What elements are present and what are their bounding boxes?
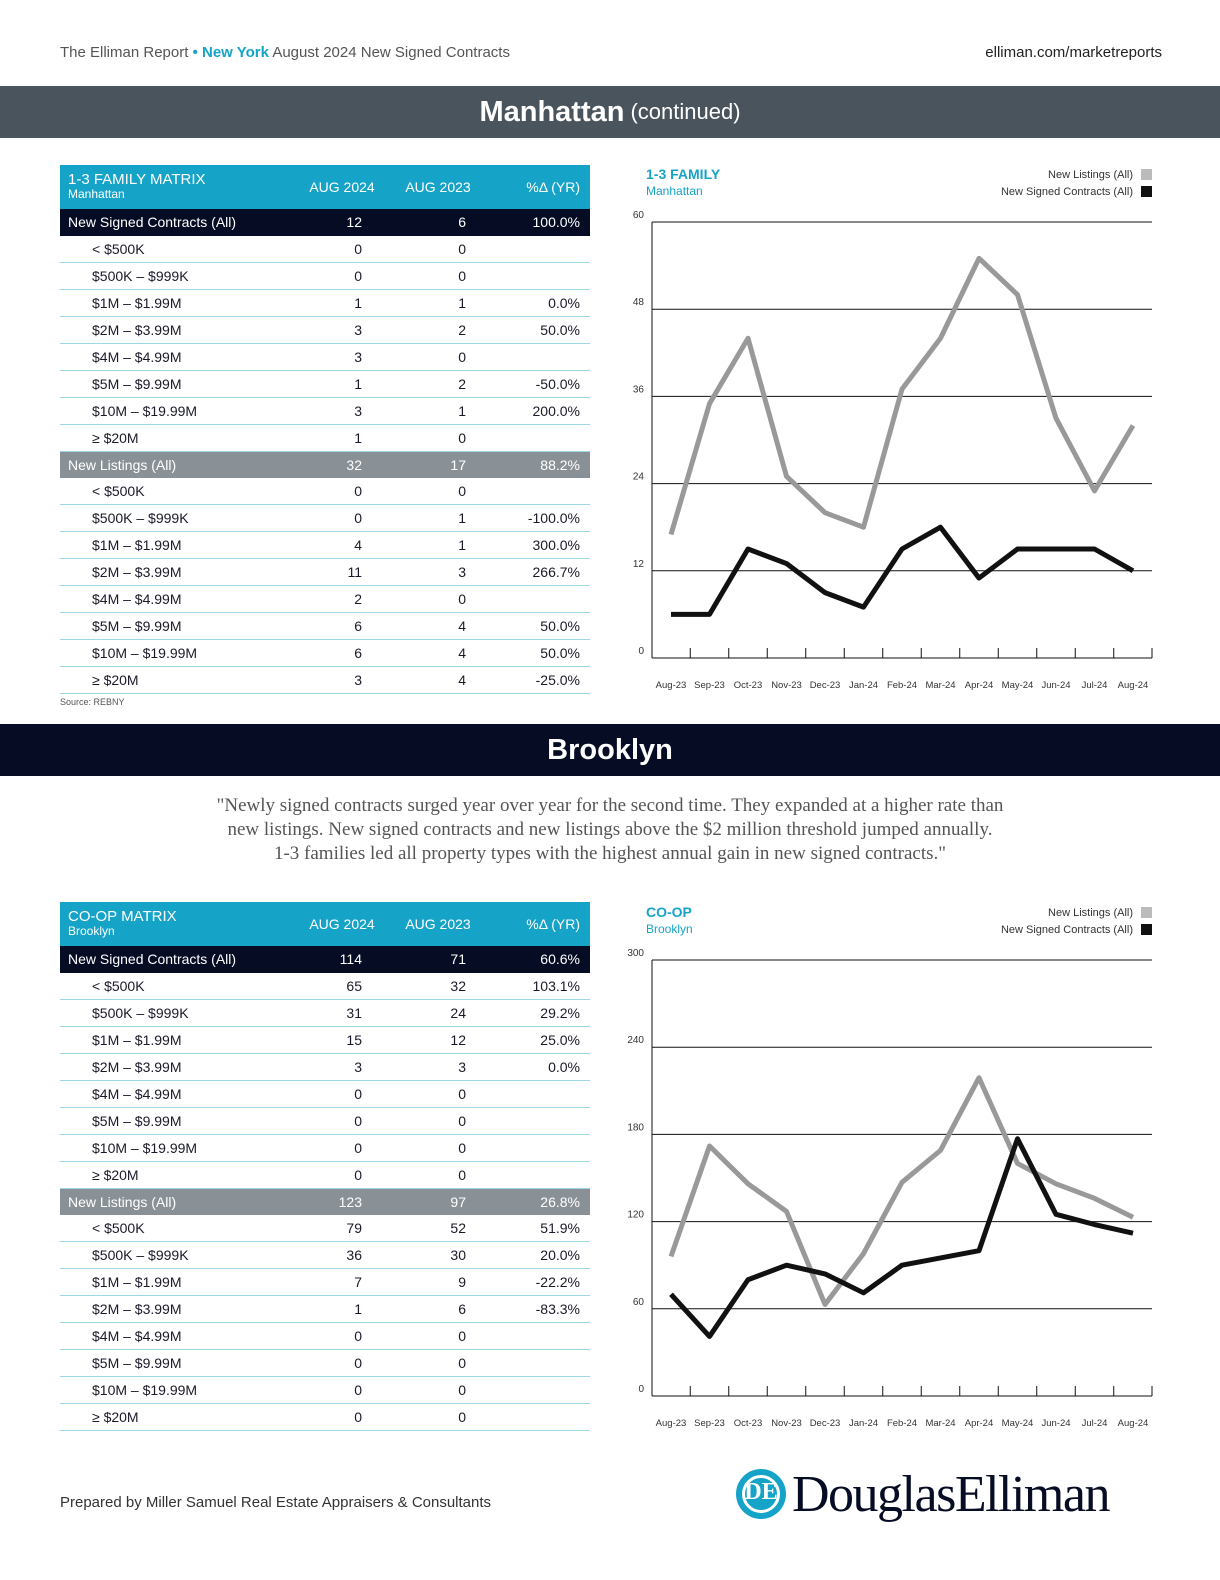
matrix-row: [60, 1376, 590, 1403]
y-tick-label: 12: [632, 558, 644, 570]
matrix-row: [60, 370, 590, 397]
col-aug-2023: AUG 2023: [390, 165, 486, 209]
matrix-row: [60, 263, 590, 290]
x-tick-label: Mar-24: [925, 680, 956, 691]
matrix-row: [60, 1107, 590, 1134]
matrix-row: [60, 478, 590, 505]
logo-mark-text: DE: [744, 1479, 778, 1505]
value-aug-2024: 3: [294, 343, 390, 370]
matrix-title: CO-OP MATRIX: [68, 908, 177, 925]
brooklyn-coop-matrix: [60, 902, 590, 1431]
row-label: $1M – $1.99M: [60, 1269, 294, 1296]
report-subtitle: August 2024 New Signed Contracts: [272, 44, 510, 61]
row-label: $10M – $19.99M: [60, 397, 294, 424]
value-pct-change: -25.0%: [486, 666, 590, 693]
col-pct-change: %Δ (YR): [486, 165, 590, 209]
matrix-row: [60, 973, 590, 1000]
value-aug-2023: 97: [390, 1188, 486, 1215]
x-tick-label: Oct-23: [733, 680, 763, 691]
value-aug-2024: 0: [294, 1376, 390, 1403]
quote-line: "Newly signed contracts surged year over year for the second time. They expanded at a higher rate than: [216, 795, 1004, 816]
x-tick-label: Apr-24: [964, 680, 994, 691]
matrix-row: [60, 1269, 590, 1296]
value-aug-2024: 0: [294, 1107, 390, 1134]
value-aug-2024: 1: [294, 290, 390, 317]
row-label: $1M – $1.99M: [60, 290, 294, 317]
value-aug-2024: 1: [294, 370, 390, 397]
value-aug-2024: 114: [294, 946, 390, 973]
value-aug-2023: 0: [390, 1322, 486, 1349]
value-aug-2023: 71: [390, 946, 486, 973]
col-aug-2023: AUG 2023: [390, 902, 486, 946]
value-aug-2024: 0: [294, 505, 390, 532]
value-aug-2023: 24: [390, 1000, 486, 1027]
value-aug-2023: 0: [390, 263, 486, 290]
matrix-title: 1-3 FAMILY MATRIX: [68, 171, 206, 188]
y-tick-label: 60: [632, 210, 644, 221]
manhattan-family-matrix: [60, 165, 590, 694]
value-aug-2023: 4: [390, 612, 486, 639]
y-tick-label: 24: [632, 471, 644, 483]
value-pct-change: [486, 1161, 590, 1188]
value-pct-change: 50.0%: [486, 639, 590, 666]
value-aug-2024: 31: [294, 1000, 390, 1027]
x-tick-label: Nov-23: [771, 680, 802, 691]
value-aug-2023: 6: [390, 1296, 486, 1323]
legend-label: New Listings (All): [1048, 168, 1133, 181]
x-tick-label: Feb-24: [886, 680, 918, 691]
matrix-header-row: [60, 165, 590, 209]
value-pct-change: 26.8%: [486, 1188, 590, 1215]
value-aug-2023: 0: [390, 585, 486, 612]
matrix-row: [60, 1242, 590, 1269]
quote-line: new listings. New signed contracts and new listings above the $2 million threshold jumped annually.: [227, 819, 993, 840]
value-pct-change: [486, 263, 590, 290]
row-label: $1M – $1.99M: [60, 532, 294, 559]
x-tick-label: Mar-24: [925, 1418, 956, 1429]
value-aug-2024: 0: [294, 1080, 390, 1107]
logo-wordmark: DouglasElliman: [792, 1465, 1109, 1523]
value-pct-change: -50.0%: [486, 370, 590, 397]
value-pct-change: [486, 343, 590, 370]
row-label: $2M – $3.99M: [60, 1296, 294, 1323]
brooklyn-section-band: [0, 724, 1220, 776]
value-aug-2023: 4: [390, 666, 486, 693]
value-aug-2024: 3: [294, 666, 390, 693]
x-tick-label: May-24: [1001, 1418, 1034, 1429]
value-pct-change: 300.0%: [486, 532, 590, 559]
chart-subtitle: Brooklyn: [646, 922, 693, 936]
report-name: The Elliman Report: [60, 44, 189, 61]
value-pct-change: 266.7%: [486, 559, 590, 586]
value-pct-change: [486, 1107, 590, 1134]
value-aug-2024: 0: [294, 1134, 390, 1161]
legend-label: New Listings (All): [1048, 906, 1133, 919]
value-pct-change: 88.2%: [486, 451, 590, 478]
value-aug-2024: 3: [294, 397, 390, 424]
value-pct-change: 20.0%: [486, 1242, 590, 1269]
value-aug-2024: 0: [294, 263, 390, 290]
matrix-row: [60, 639, 590, 666]
value-aug-2024: 7: [294, 1269, 390, 1296]
value-aug-2023: 3: [390, 1054, 486, 1081]
y-tick-label: 0: [638, 1384, 644, 1395]
x-tick-label: Jan-24: [848, 680, 879, 691]
matrix-row: [60, 559, 590, 586]
row-label: < $500K: [60, 478, 294, 505]
value-pct-change: 50.0%: [486, 612, 590, 639]
matrix-total-row: [60, 209, 590, 236]
chart-plot-area: [632, 166, 1152, 696]
value-aug-2024: 15: [294, 1027, 390, 1054]
x-tick-label: Nov-23: [771, 1418, 802, 1429]
y-tick-label: 36: [632, 384, 644, 396]
value-pct-change: 0.0%: [486, 290, 590, 317]
x-tick-label: Jun-24: [1041, 1418, 1071, 1429]
row-label: $4M – $4.99M: [60, 585, 294, 612]
value-aug-2024: 123: [294, 1188, 390, 1215]
value-pct-change: 100.0%: [486, 209, 590, 236]
row-label: $1M – $1.99M: [60, 1027, 294, 1054]
row-label: $10M – $19.99M: [60, 1376, 294, 1403]
x-tick-label: Feb-24: [886, 1418, 918, 1429]
x-tick-label: Apr-24: [964, 1418, 994, 1429]
value-aug-2023: 52: [390, 1215, 486, 1242]
report-location: New York: [202, 44, 269, 61]
x-tick-label: May-24: [1001, 680, 1034, 691]
row-label: ≥ $20M: [60, 1161, 294, 1188]
row-label: ≥ $20M: [60, 1403, 294, 1430]
row-label: $2M – $3.99M: [60, 1054, 294, 1081]
douglas-elliman-logo: [736, 1460, 1109, 1528]
value-aug-2023: 0: [390, 478, 486, 505]
report-title-line: [60, 44, 510, 66]
value-aug-2023: 9: [390, 1269, 486, 1296]
x-tick-label: Jul-24: [1081, 1418, 1108, 1429]
value-aug-2024: 3: [294, 317, 390, 344]
value-aug-2024: 6: [294, 639, 390, 666]
value-aug-2023: 6: [390, 209, 486, 236]
matrix-header-row: [60, 902, 590, 946]
matrix-title-cell: [60, 165, 294, 209]
row-label: $10M – $19.99M: [60, 639, 294, 666]
row-label: New Signed Contracts (All): [60, 946, 294, 973]
y-tick-label: 120: [627, 1209, 644, 1221]
matrix-row: [60, 1054, 590, 1081]
value-aug-2024: 4: [294, 532, 390, 559]
chart-title: CO-OP: [646, 904, 692, 920]
value-aug-2023: 0: [390, 1376, 486, 1403]
row-label: < $500K: [60, 973, 294, 1000]
value-pct-change: 0.0%: [486, 1054, 590, 1081]
value-pct-change: [486, 236, 590, 263]
x-tick-label: Dec-23: [809, 1418, 841, 1429]
matrix-row: [60, 585, 590, 612]
value-pct-change: 29.2%: [486, 1000, 590, 1027]
col-pct-change: %Δ (YR): [486, 902, 590, 946]
col-aug-2024: AUG 2024: [294, 902, 390, 946]
matrix-row: [60, 1349, 590, 1376]
row-label: New Listings (All): [60, 1188, 294, 1215]
value-pct-change: 200.0%: [486, 397, 590, 424]
value-aug-2024: 36: [294, 1242, 390, 1269]
value-aug-2023: 17: [390, 451, 486, 478]
value-aug-2023: 0: [390, 1161, 486, 1188]
y-tick-label: 60: [632, 1296, 644, 1308]
row-label: $5M – $9.99M: [60, 370, 294, 397]
value-aug-2023: 0: [390, 1107, 486, 1134]
row-label: ≥ $20M: [60, 666, 294, 693]
matrix-row: [60, 505, 590, 532]
row-label: $500K – $999K: [60, 1242, 294, 1269]
value-aug-2023: 12: [390, 1027, 486, 1054]
x-tick-label: Jul-24: [1081, 680, 1108, 691]
x-tick-label: Oct-23: [733, 1418, 763, 1429]
value-aug-2024: 6: [294, 612, 390, 639]
row-label: $500K – $999K: [60, 505, 294, 532]
row-label: $10M – $19.99M: [60, 1134, 294, 1161]
x-tick-label: Dec-23: [809, 680, 841, 691]
value-aug-2023: 2: [390, 370, 486, 397]
y-tick-label: 180: [627, 1122, 644, 1134]
row-label: $4M – $4.99M: [60, 1080, 294, 1107]
row-label: < $500K: [60, 236, 294, 263]
row-label: $5M – $9.99M: [60, 1349, 294, 1376]
value-aug-2024: 11: [294, 559, 390, 586]
value-aug-2024: 3: [294, 1054, 390, 1081]
value-aug-2023: 1: [390, 532, 486, 559]
quote-line: 1-3 families led all property types with the highest annual gain in new signed contracts.": [273, 843, 947, 864]
value-pct-change: [486, 1376, 590, 1403]
row-label: New Signed Contracts (All): [60, 209, 294, 236]
report-url-link[interactable]: elliman.com/marketreports: [985, 44, 1162, 61]
manhattan-band-subtitle: (continued): [630, 99, 741, 124]
value-aug-2023: 0: [390, 1134, 486, 1161]
value-aug-2024: 1: [294, 424, 390, 451]
value-aug-2024: 0: [294, 1403, 390, 1430]
value-aug-2024: 0: [294, 478, 390, 505]
value-aug-2023: 0: [390, 424, 486, 451]
matrix-row: [60, 317, 590, 344]
value-aug-2023: 0: [390, 1349, 486, 1376]
manhattan-section-band: [0, 86, 1220, 138]
value-pct-change: [486, 1322, 590, 1349]
matrix-row: [60, 666, 590, 693]
x-tick-label: Jan-24: [848, 1418, 879, 1429]
value-aug-2023: 1: [390, 505, 486, 532]
y-tick-label: 300: [627, 948, 644, 959]
matrix-total-row: [60, 946, 590, 973]
row-label: $2M – $3.99M: [60, 559, 294, 586]
value-aug-2023: 2: [390, 317, 486, 344]
value-pct-change: 50.0%: [486, 317, 590, 344]
value-aug-2024: 1: [294, 1296, 390, 1323]
matrix-row: [60, 1322, 590, 1349]
value-pct-change: 60.6%: [486, 946, 590, 973]
value-pct-change: [486, 478, 590, 505]
y-tick-label: 240: [627, 1035, 644, 1047]
value-aug-2023: 0: [390, 236, 486, 263]
matrix-row: [60, 236, 590, 263]
matrix-subtitle: Manhattan: [68, 187, 125, 201]
matrix-row: [60, 290, 590, 317]
y-tick-label: 0: [638, 646, 644, 657]
matrix-subtitle: Brooklyn: [68, 924, 115, 938]
brooklyn-band-title: Brooklyn: [547, 733, 673, 766]
row-label: $5M – $9.99M: [60, 1107, 294, 1134]
matrix-total-row: [60, 451, 590, 478]
manhattan-family-chart: [632, 166, 1152, 696]
value-pct-change: -83.3%: [486, 1296, 590, 1323]
source-note: Source: REBNY: [60, 697, 125, 707]
value-aug-2024: 0: [294, 1322, 390, 1349]
value-aug-2023: 32: [390, 973, 486, 1000]
value-aug-2023: 0: [390, 343, 486, 370]
matrix-row: [60, 397, 590, 424]
value-pct-change: -22.2%: [486, 1269, 590, 1296]
brooklyn-coop-chart: [627, 904, 1152, 1434]
value-aug-2024: 79: [294, 1215, 390, 1242]
row-label: ≥ $20M: [60, 424, 294, 451]
prepared-by-note: Prepared by Miller Samuel Real Estate Appraisers & Consultants: [60, 1494, 492, 1511]
matrix-row: [60, 424, 590, 451]
row-label: $4M – $4.99M: [60, 343, 294, 370]
value-aug-2024: 0: [294, 1161, 390, 1188]
matrix-row: [60, 532, 590, 559]
x-tick-label: Aug-24: [1117, 1418, 1149, 1429]
manhattan-band-title: Manhattan: [479, 95, 625, 128]
matrix-title-cell: [60, 902, 294, 946]
row-label: $500K – $999K: [60, 1000, 294, 1027]
value-pct-change: [486, 585, 590, 612]
matrix-total-row: [60, 1188, 590, 1215]
matrix-row: [60, 612, 590, 639]
chart-plot-area: [627, 904, 1152, 1434]
value-pct-change: -100.0%: [486, 505, 590, 532]
value-aug-2024: 0: [294, 1349, 390, 1376]
value-pct-change: 25.0%: [486, 1027, 590, 1054]
brooklyn-quote: [120, 794, 1100, 866]
y-tick-label: 48: [632, 297, 644, 309]
value-aug-2024: 32: [294, 451, 390, 478]
value-pct-change: [486, 1080, 590, 1107]
value-pct-change: [486, 1349, 590, 1376]
report-header: [60, 44, 1162, 66]
matrix-row: [60, 1000, 590, 1027]
row-label: $2M – $3.99M: [60, 317, 294, 344]
value-aug-2024: 65: [294, 973, 390, 1000]
matrix-row: [60, 1080, 590, 1107]
x-tick-label: Sep-23: [694, 680, 725, 691]
x-tick-label: Aug-23: [655, 680, 687, 691]
matrix-row: [60, 1403, 590, 1430]
value-aug-2023: 4: [390, 639, 486, 666]
value-aug-2023: 1: [390, 290, 486, 317]
value-aug-2023: 0: [390, 1403, 486, 1430]
matrix-row: [60, 1296, 590, 1323]
value-aug-2023: 1: [390, 397, 486, 424]
matrix-row: [60, 1215, 590, 1242]
row-label: $5M – $9.99M: [60, 612, 294, 639]
logo-mark-icon: [736, 1469, 786, 1519]
matrix-row: [60, 1134, 590, 1161]
value-aug-2023: 0: [390, 1080, 486, 1107]
matrix-row: [60, 1027, 590, 1054]
matrix-row: [60, 1161, 590, 1188]
value-pct-change: [486, 424, 590, 451]
chart-title: 1-3 FAMILY: [646, 166, 721, 182]
value-aug-2023: 3: [390, 559, 486, 586]
x-tick-label: Sep-23: [694, 1418, 725, 1429]
row-label: $4M – $4.99M: [60, 1322, 294, 1349]
bullet: •: [192, 44, 198, 61]
value-aug-2024: 0: [294, 236, 390, 263]
col-aug-2024: AUG 2024: [294, 165, 390, 209]
series-line-new-signed-contracts: [671, 1139, 1133, 1337]
value-pct-change: [486, 1403, 590, 1430]
series-line-new-listings: [671, 1078, 1133, 1305]
chart-subtitle: Manhattan: [646, 184, 703, 198]
value-pct-change: 103.1%: [486, 973, 590, 1000]
legend-label: New Signed Contracts (All): [1000, 185, 1133, 198]
x-tick-label: Aug-23: [655, 1418, 687, 1429]
value-pct-change: 51.9%: [486, 1215, 590, 1242]
legend-label: New Signed Contracts (All): [1000, 923, 1133, 936]
x-tick-label: Aug-24: [1117, 680, 1149, 691]
value-aug-2023: 30: [390, 1242, 486, 1269]
value-aug-2024: 12: [294, 209, 390, 236]
value-aug-2024: 2: [294, 585, 390, 612]
matrix-row: [60, 343, 590, 370]
row-label: < $500K: [60, 1215, 294, 1242]
row-label: New Listings (All): [60, 451, 294, 478]
row-label: $500K – $999K: [60, 263, 294, 290]
value-pct-change: [486, 1134, 590, 1161]
x-tick-label: Jun-24: [1041, 680, 1071, 691]
